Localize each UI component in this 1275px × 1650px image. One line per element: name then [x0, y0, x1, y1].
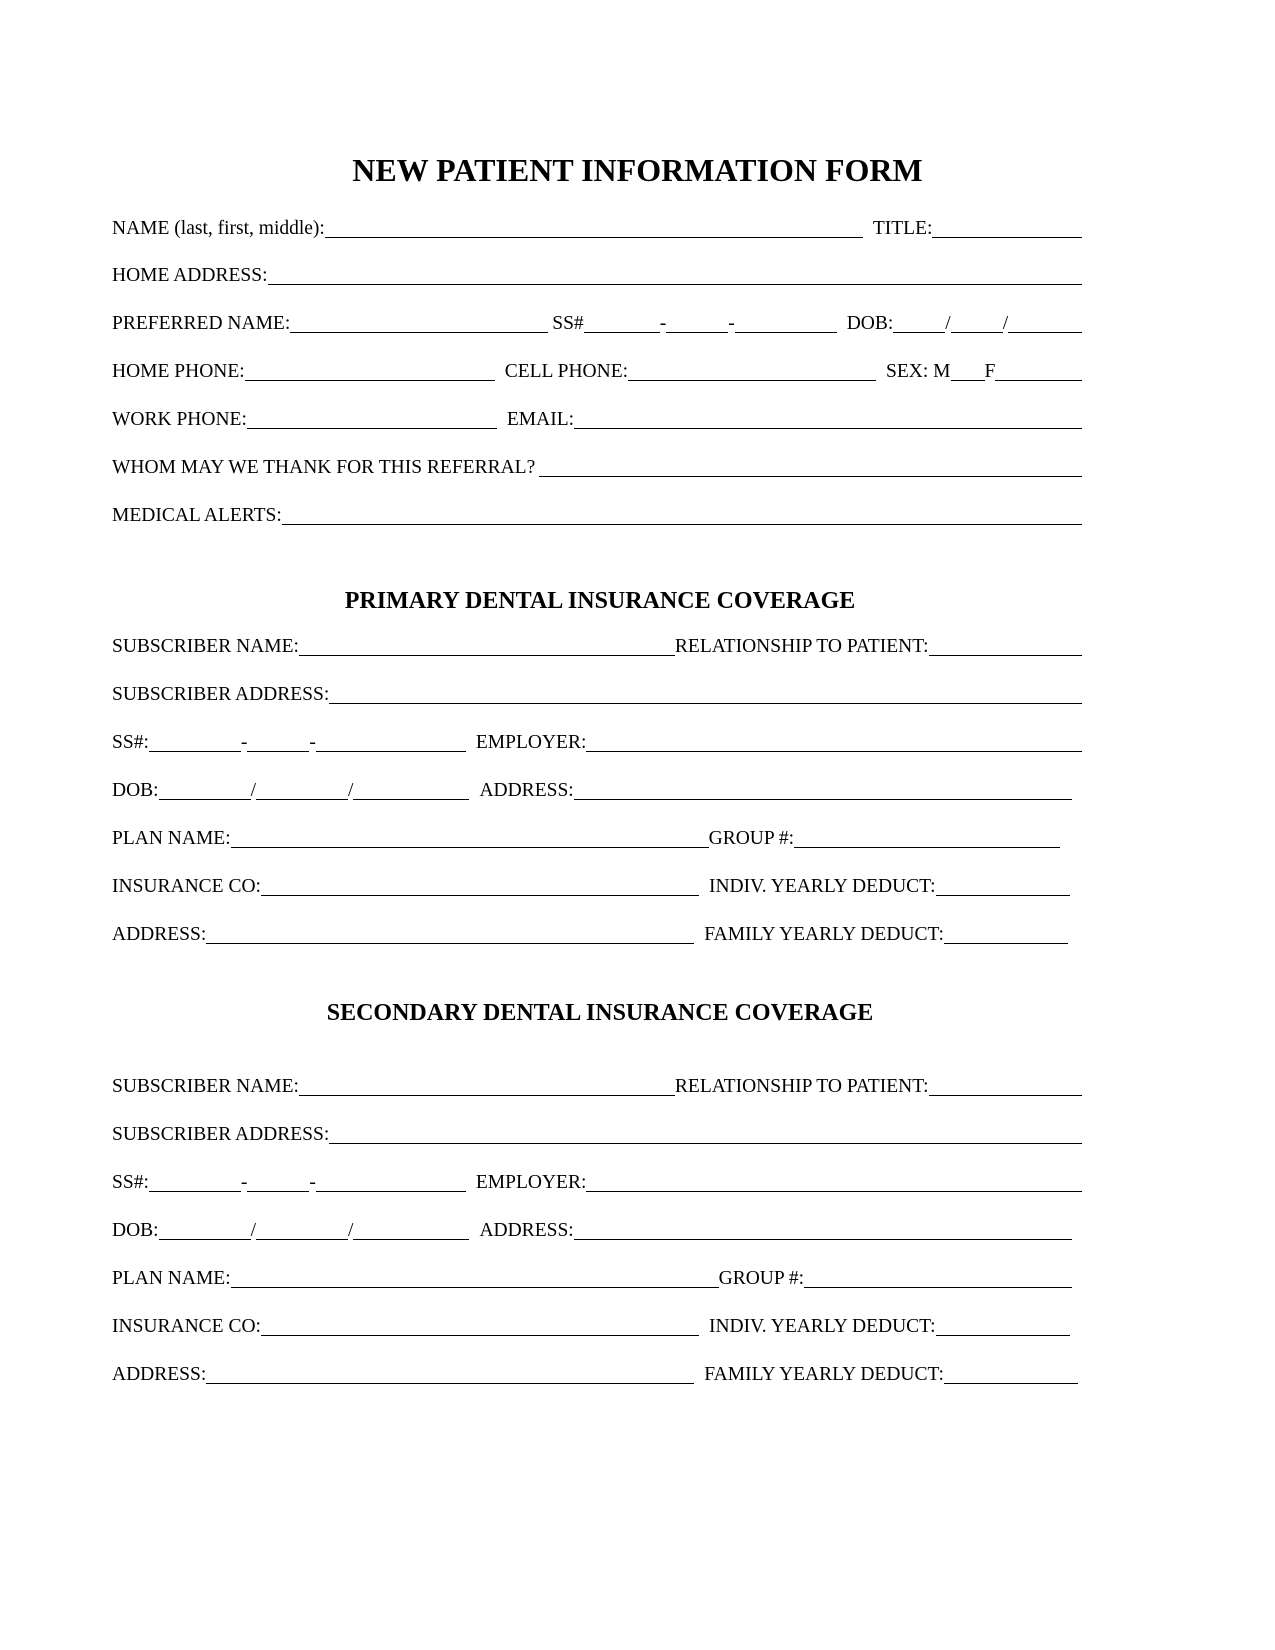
primary-ins-address-label: ADDRESS: [112, 924, 207, 945]
home-address-row [112, 263, 1082, 289]
primary-employer-label: EMPLOYER: [475, 732, 587, 753]
secondary-plan-row [112, 1266, 1082, 1292]
secondary-relationship-label: RELATIONSHIP TO PATIENT: [674, 1076, 929, 1097]
primary-ss-dash: - [240, 732, 248, 753]
secondary-ss-part1-field[interactable] [149, 1171, 241, 1192]
secondary-indiv-deduct-label: INDIV. YEARLY DEDUCT: [708, 1316, 936, 1337]
secondary-heading: SECONDARY DENTAL INSURANCE COVERAGE [326, 1000, 874, 1026]
dob-slash: / [945, 313, 951, 334]
primary-subscriber-name-field[interactable] [299, 635, 675, 656]
referral-label: WHOM MAY WE THANK FOR THIS REFERRAL? [112, 457, 536, 478]
secondary-ss-dash: - [240, 1172, 248, 1193]
secondary-subscriber-row [112, 1074, 1082, 1100]
primary-group-field[interactable] [794, 827, 1060, 848]
referral-field[interactable] [539, 456, 1082, 477]
sex-f-label: F [984, 361, 996, 382]
dob-month-field[interactable] [893, 312, 945, 333]
sex-label: SEX: M [886, 361, 951, 382]
secondary-address-label: ADDRESS: [479, 1220, 574, 1241]
secondary-ss-dash: - [309, 1172, 316, 1193]
primary-subscriber-row [112, 634, 1082, 660]
work-phone-field[interactable] [247, 408, 497, 429]
primary-relationship-field[interactable] [929, 635, 1082, 656]
preferred-name-label: PREFERRED NAME: [112, 313, 291, 334]
secondary-dob-slash: / [348, 1220, 354, 1241]
secondary-ss-part3-field[interactable] [316, 1171, 466, 1192]
primary-address-label: ADDRESS: [479, 780, 574, 801]
form-title: NEW PATIENT INFORMATION FORM [352, 152, 923, 188]
secondary-family-deduct-label: FAMILY YEARLY DEDUCT: [704, 1364, 944, 1385]
medical-alerts-row [112, 503, 1082, 529]
primary-indiv-deduct-field[interactable] [936, 875, 1070, 896]
primary-relationship-label: RELATIONSHIP TO PATIENT: [674, 636, 929, 657]
primary-subscriber-address-row [112, 682, 1082, 708]
secondary-dob-month-field[interactable] [159, 1219, 251, 1240]
secondary-ss-part2-field[interactable] [247, 1171, 309, 1192]
work-phone-label: WORK PHONE: [112, 409, 247, 430]
primary-dob-slash: / [348, 780, 354, 801]
primary-ss-dash: - [309, 732, 316, 753]
primary-subscriber-address-label: SUBSCRIBER ADDRESS: [112, 684, 330, 705]
work-phone-row [112, 407, 1082, 433]
primary-ss-part2-field[interactable] [247, 731, 309, 752]
ss-dash: - [728, 313, 735, 334]
secondary-employer-field[interactable] [586, 1171, 1082, 1192]
primary-family-deduct-field[interactable] [944, 923, 1068, 944]
primary-subscriber-name-label: SUBSCRIBER NAME: [112, 636, 299, 657]
primary-employer-field[interactable] [586, 731, 1082, 752]
primary-plan-name-label: PLAN NAME: [112, 828, 231, 849]
ss-part2-field[interactable] [666, 312, 728, 333]
secondary-subscriber-address-row [112, 1122, 1082, 1148]
secondary-ss-row [112, 1170, 1082, 1196]
medical-alerts-label: MEDICAL ALERTS: [112, 505, 282, 526]
secondary-subscriber-name-label: SUBSCRIBER NAME: [112, 1076, 299, 1097]
home-address-field[interactable] [268, 264, 1083, 285]
phone-row [112, 359, 1082, 385]
primary-ins-address-row [112, 922, 1082, 948]
secondary-dob-year-field[interactable] [353, 1219, 469, 1240]
referral-row [112, 455, 1082, 481]
title-field[interactable] [932, 217, 1082, 238]
primary-insurance-co-label: INSURANCE CO: [112, 876, 261, 897]
secondary-plan-name-field[interactable] [231, 1267, 719, 1288]
name-field[interactable] [325, 217, 863, 238]
secondary-subscriber-address-label: SUBSCRIBER ADDRESS: [112, 1124, 330, 1145]
primary-ss-row [112, 730, 1082, 756]
secondary-plan-name-label: PLAN NAME: [112, 1268, 231, 1289]
secondary-ss-label: SS#: [112, 1172, 149, 1193]
ss-part1-field[interactable] [584, 312, 660, 333]
secondary-group-field[interactable] [804, 1267, 1072, 1288]
secondary-insurance-co-label: INSURANCE CO: [112, 1316, 261, 1337]
home-address-label: HOME ADDRESS: [112, 265, 268, 286]
home-phone-field[interactable] [245, 360, 495, 381]
email-field[interactable] [574, 408, 1082, 429]
ss-part3-field[interactable] [735, 312, 837, 333]
primary-dob-year-field[interactable] [353, 779, 469, 800]
secondary-ins-address-field[interactable] [206, 1363, 694, 1384]
email-label: EMAIL: [506, 409, 575, 430]
ss-label: SS# [552, 313, 584, 334]
home-phone-label: HOME PHONE: [112, 361, 245, 382]
cell-phone-field[interactable] [628, 360, 876, 381]
primary-dob-label: DOB: [112, 780, 159, 801]
cell-phone-label: CELL PHONE: [504, 361, 629, 382]
secondary-dob-label: DOB: [112, 1220, 159, 1241]
primary-dob-row [112, 778, 1082, 804]
primary-ss-part1-field[interactable] [149, 731, 241, 752]
dob-day-field[interactable] [951, 312, 1003, 333]
primary-heading: PRIMARY DENTAL INSURANCE COVERAGE [344, 588, 856, 614]
ss-dash: - [659, 313, 667, 334]
dob-year-field[interactable] [1008, 312, 1082, 333]
medical-alerts-field[interactable] [282, 504, 1082, 525]
primary-indiv-deduct-label: INDIV. YEARLY DEDUCT: [708, 876, 936, 897]
primary-address-field[interactable] [574, 779, 1072, 800]
title-label: TITLE: [872, 218, 933, 239]
secondary-insurance-co-field[interactable] [261, 1315, 699, 1336]
secondary-address-field[interactable] [574, 1219, 1072, 1240]
secondary-ins-address-row [112, 1362, 1082, 1388]
sex-m-field[interactable] [951, 360, 985, 381]
primary-group-label: GROUP #: [708, 828, 795, 849]
name-label: NAME (last, first, middle): [112, 218, 325, 239]
primary-dob-day-field[interactable] [256, 779, 348, 800]
secondary-subscriber-address-field[interactable] [329, 1123, 1082, 1144]
secondary-group-label: GROUP #: [718, 1268, 805, 1289]
secondary-dob-row [112, 1218, 1082, 1244]
sex-f-field[interactable] [995, 360, 1082, 381]
name-row [112, 216, 1082, 242]
primary-plan-row [112, 826, 1082, 852]
secondary-dob-day-field[interactable] [256, 1219, 348, 1240]
primary-ins-address-field[interactable] [206, 923, 694, 944]
secondary-indiv-deduct-field[interactable] [936, 1315, 1070, 1336]
dob-slash: / [1002, 313, 1009, 334]
primary-insurance-co-row [112, 874, 1082, 900]
primary-ss-part3-field[interactable] [316, 731, 466, 752]
dob-label: DOB: [846, 313, 894, 334]
preferred-name-field[interactable] [290, 312, 548, 333]
primary-family-deduct-label: FAMILY YEARLY DEDUCT: [704, 924, 944, 945]
secondary-relationship-field[interactable] [929, 1075, 1082, 1096]
secondary-subscriber-name-field[interactable] [299, 1075, 675, 1096]
secondary-dob-slash: / [250, 1220, 257, 1241]
primary-subscriber-address-field[interactable] [329, 683, 1082, 704]
primary-dob-slash: / [250, 780, 257, 801]
primary-insurance-co-field[interactable] [261, 875, 699, 896]
primary-plan-name-field[interactable] [231, 827, 709, 848]
secondary-ins-address-label: ADDRESS: [112, 1364, 207, 1385]
secondary-insurance-co-row [112, 1314, 1082, 1340]
preferred-name-row [112, 311, 1082, 337]
secondary-employer-label: EMPLOYER: [475, 1172, 587, 1193]
primary-dob-month-field[interactable] [159, 779, 251, 800]
secondary-family-deduct-field[interactable] [944, 1363, 1078, 1384]
primary-ss-label: SS#: [112, 732, 149, 753]
